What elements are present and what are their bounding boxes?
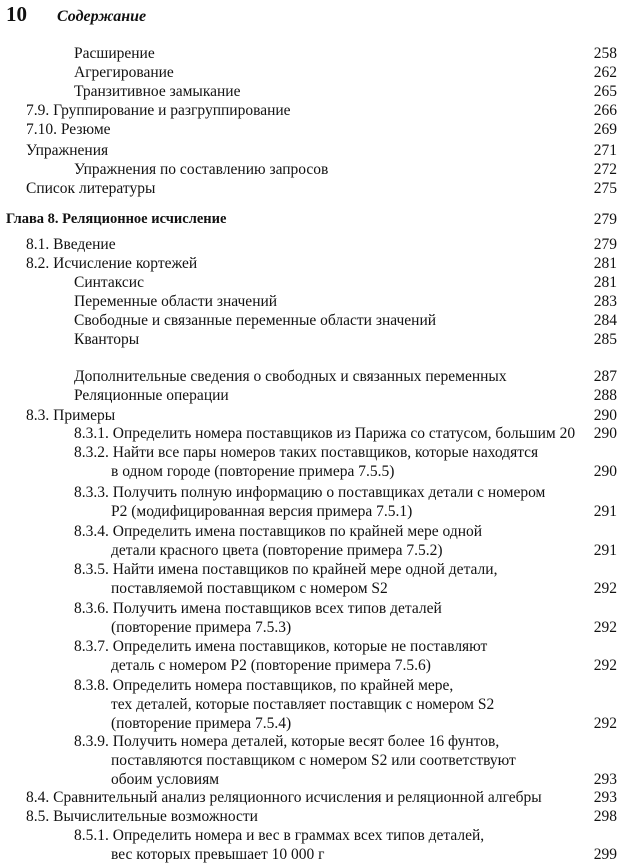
toc-entry-title-continuation: в одном городе (повторение примера 7.5.5) bbox=[111, 463, 395, 480]
running-header bbox=[6, 2, 146, 24]
toc-entry-title: Упражнения bbox=[26, 142, 109, 159]
toc-entry-page-number: 291 bbox=[593, 542, 617, 559]
toc-entry-page-number: 287 bbox=[593, 368, 617, 385]
toc-entry-title: Свободные и связанные переменные области значений bbox=[74, 312, 437, 329]
toc-entry-title: 8.3.2. Найти все пары номеров таких поставщиков, которые находятся bbox=[74, 444, 539, 461]
toc-entry-page-number: 292 bbox=[593, 657, 617, 674]
toc-entry-title: Список литературы bbox=[26, 180, 156, 197]
toc-entry-page-number: 293 bbox=[593, 789, 617, 806]
toc-entry-page-number: 291 bbox=[593, 503, 617, 520]
toc-entry-page-number: 283 bbox=[593, 293, 617, 310]
toc-entry-title: 8.2. Исчисление кортежей bbox=[26, 255, 198, 272]
toc-entry-title: Синтаксис bbox=[74, 274, 144, 291]
toc-entry-page-number: 284 bbox=[593, 312, 617, 329]
toc-entry-title: 8.3. Примеры bbox=[26, 407, 116, 424]
toc-entry-title: 8.3.4. Определить имена поставщиков по крайней мере одной bbox=[74, 523, 483, 540]
toc-entry-title-continuation: поставляемой поставщиком с номером S2 bbox=[111, 580, 388, 597]
toc-entry-title-continuation: P2 (модифицированная версия примера 7.5.1) bbox=[111, 503, 413, 520]
running-title: Содержание bbox=[57, 8, 147, 25]
toc-entry-page-number: 262 bbox=[593, 64, 617, 81]
toc-entry-title-continuation: (повторение примера 7.5.3) bbox=[111, 619, 292, 636]
toc-entry-title: 8.5.1. Определить номера и вес в граммах всех типов деталей, bbox=[74, 827, 485, 844]
toc-entry-page-number: 275 bbox=[593, 180, 617, 197]
toc-entry-page-number: 292 bbox=[593, 715, 617, 732]
toc-entry-page-number: 272 bbox=[593, 161, 617, 178]
toc-entry-page-number: 293 bbox=[593, 771, 617, 788]
toc-entry-page-number: 279 bbox=[593, 236, 617, 253]
toc-entry-title: 8.1. Введение bbox=[26, 236, 116, 253]
toc-entry-title: 8.3.6. Получить имена поставщиков всех типов деталей bbox=[74, 600, 442, 617]
toc-entry-page-number: 298 bbox=[593, 808, 617, 825]
toc-entry-title: 8.5. Вычислительные возможности bbox=[26, 808, 258, 825]
page-number: 10 bbox=[6, 2, 27, 26]
toc-entry-title-continuation: обоим условиям bbox=[111, 771, 220, 788]
toc-entry-title: Глава 8. Реляционное исчисление bbox=[6, 211, 227, 227]
toc-entry-title-continuation: тех деталей, которые поставляет поставщик с номером S2 bbox=[111, 696, 495, 713]
toc-entry-title: 8.3.5. Найти имена поставщиков по крайней мере одной детали, bbox=[74, 561, 498, 578]
toc-entry-title: Расширение bbox=[74, 45, 155, 62]
toc-entry-title: Агрегирование bbox=[74, 64, 174, 81]
toc-entry-page-number: 258 bbox=[593, 45, 617, 62]
toc-entry-title: 8.3.7. Определить имена поставщиков, которые не поставляют bbox=[74, 638, 488, 655]
toc-entry-title-continuation: детали красного цвета (повторение примера 7.5.2) bbox=[111, 542, 443, 559]
toc-entry-page-number: 290 bbox=[593, 463, 617, 480]
toc-entry-title: 7.9. Группирование и разгруппирование bbox=[26, 102, 291, 119]
toc-entry-page-number: 299 bbox=[593, 846, 617, 863]
toc-entry-page-number: 271 bbox=[593, 142, 617, 159]
toc-entry-title: 8.4. Сравнительный анализ реляционного исчисления и реляционной алгебры bbox=[26, 789, 542, 806]
toc-entry-title: Упражнения по составлению запросов bbox=[74, 161, 329, 178]
toc-entry-title: Кванторы bbox=[74, 331, 140, 348]
toc-entry-page-number: 292 bbox=[593, 619, 617, 636]
toc-entry-page-number: 265 bbox=[593, 83, 617, 100]
toc-entry-title-continuation: (повторение примера 7.5.4) bbox=[111, 715, 292, 732]
toc-entry-page-number: 285 bbox=[593, 331, 617, 348]
toc-entry-title: Дополнительные сведения о свободных и связанных переменных bbox=[74, 368, 507, 385]
toc-entry-page-number: 288 bbox=[593, 387, 617, 404]
toc-entry-page-number: 266 bbox=[593, 102, 617, 119]
toc-entry-page-number: 269 bbox=[593, 121, 617, 138]
toc-entry-page-number: 290 bbox=[593, 407, 617, 424]
toc-entry-title: 8.3.1. Определить номера поставщиков из Парижа со статусом, большим 20 bbox=[74, 425, 576, 442]
toc-entry-title: Переменные области значений bbox=[74, 293, 278, 310]
toc-entry-title-continuation: вес которых превышает 10 000 г bbox=[111, 846, 325, 863]
toc-entry-page-number: 292 bbox=[593, 580, 617, 597]
toc-entry-title: Реляционные операции bbox=[74, 387, 229, 404]
toc-entry-title: 7.10. Резюме bbox=[26, 121, 111, 138]
toc-entry-page-number: 279 bbox=[593, 211, 617, 228]
toc-entry-title-continuation: поставляются поставщиком с номером S2 или соответствуют bbox=[111, 752, 516, 769]
toc-entry-title: Транзитивное замыкание bbox=[74, 83, 241, 100]
toc-entry-page-number: 281 bbox=[593, 255, 617, 272]
toc-entry-page-number: 281 bbox=[593, 274, 617, 291]
toc-entry-title: 8.3.9. Получить номера деталей, которые весят более 16 фунтов, bbox=[74, 733, 500, 750]
toc-entry-title-continuation: деталь с номером P2 (повторение примера 7.5.6) bbox=[111, 657, 431, 674]
toc-entry-page-number: 290 bbox=[593, 425, 617, 442]
toc-entry-title: 8.3.8. Определить номера поставщиков, по крайней мере, bbox=[74, 677, 454, 694]
toc-entry-title: 8.3.3. Получить полную информацию о поставщиках детали с номером bbox=[74, 484, 546, 501]
